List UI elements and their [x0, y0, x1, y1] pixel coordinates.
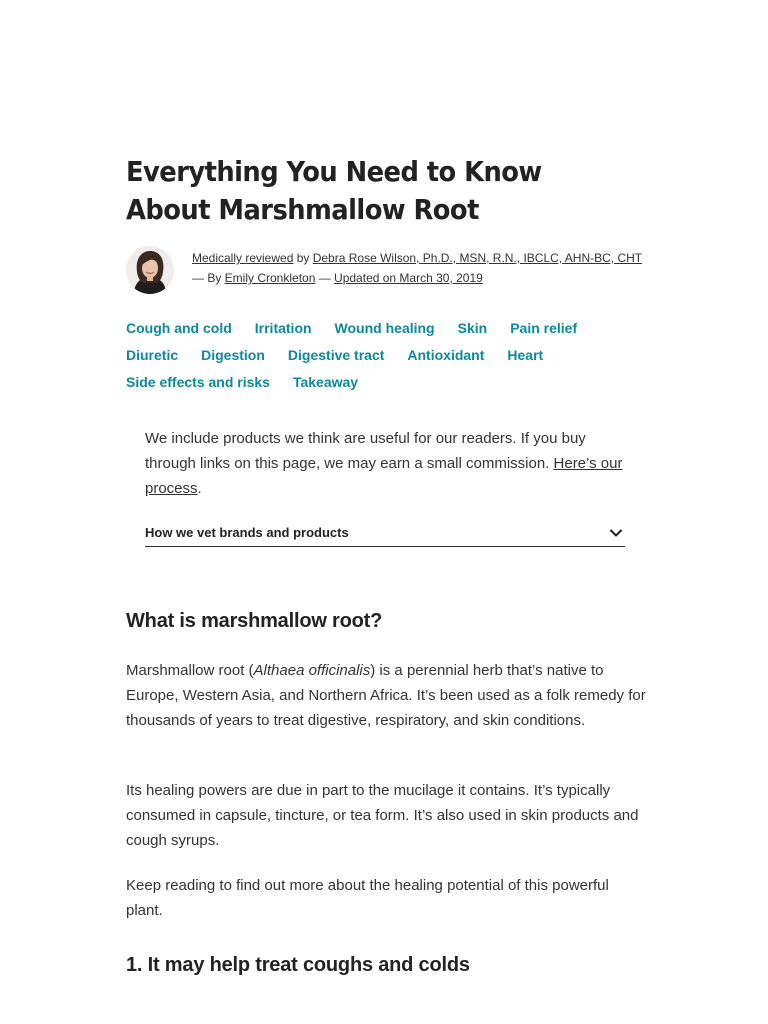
table-of-contents — [126, 314, 646, 395]
vet-brands-label: How we vet brands and products — [145, 524, 349, 540]
toc-link-side-effects[interactable]: Side effects and risks — [126, 373, 270, 390]
author-link[interactable]: Emily Cronkleton — [224, 271, 316, 285]
toc-row — [126, 341, 646, 368]
paragraph-text: Marshmallow root ( — [126, 662, 254, 679]
updated-date-link[interactable]: Updated on March 30, 2019 — [334, 271, 483, 285]
byline-separator-2: — — [315, 271, 335, 285]
toc-link-digestive-tract[interactable]: Digestive tract — [287, 346, 385, 363]
toc-link-takeaway[interactable]: Takeaway — [292, 373, 359, 390]
byline-text — [192, 248, 642, 288]
reviewer-link[interactable]: Debra Rose Wilson, Ph.D., MSN, R.N., IBCLC, AHN-BC, CHT — [312, 251, 642, 265]
toc-link-cough-and-cold[interactable]: Cough and cold — [126, 319, 232, 336]
affiliate-disclosure — [145, 426, 625, 547]
byline-separator: — By — [192, 271, 225, 285]
reviewer-avatar — [126, 246, 174, 294]
toc-row — [126, 314, 646, 341]
toc-link-digestion[interactable]: Digestion — [201, 346, 265, 363]
byline-by: by — [293, 251, 313, 265]
section-heading: 1. It may help treat coughs and colds — [126, 954, 470, 976]
disclosure-end: . — [197, 480, 202, 497]
article-title: Everything You Need to Know About Marshmallow Root — [126, 155, 542, 226]
disclosure-body: We include products we think are useful for our readers. If you buy through links on this page, we may earn a small commission. — [145, 430, 586, 472]
toc-link-skin[interactable]: Skin — [457, 319, 488, 336]
toc-link-heart[interactable]: Heart — [507, 346, 544, 363]
paragraph: Its healing powers are due in part to the mucilage it contains. It’s typically consumed in capsule, tincture, or tea form. It’s also used in skin products and cough syrups. — [126, 782, 639, 849]
paragraph-text: ) is a perennial herb that’s native to Europe, Western Asia, and Northern Africa. It’s been used as a folk remedy for thousands of years to treat digestive, respiratory, and skin conditions. — [126, 662, 646, 729]
toc-row — [126, 368, 646, 395]
reviewer-portrait-icon — [126, 246, 174, 294]
medically-reviewed-link[interactable]: Medically reviewed — [192, 251, 294, 265]
byline — [126, 244, 646, 296]
vet-brands-toggle[interactable] — [145, 518, 625, 547]
toc-link-antioxidant[interactable]: Antioxidant — [407, 346, 485, 363]
our-process-link[interactable]: Here’s our process — [145, 455, 623, 497]
scientific-name: Althaea officinalis — [253, 662, 371, 679]
disclosure-text — [145, 426, 625, 501]
section-heading: What is marshmallow root? — [126, 610, 383, 632]
toc-link-wound-healing[interactable]: Wound healing — [334, 319, 435, 336]
chevron-down-icon — [609, 526, 623, 540]
toc-link-diuretic[interactable]: Diuretic — [126, 346, 179, 363]
paragraph: Keep reading to find out more about the healing potential of this powerful plant. — [126, 877, 609, 919]
toc-link-pain-relief[interactable]: Pain relief — [510, 319, 578, 336]
toc-link-irritation[interactable]: Irritation — [254, 319, 312, 336]
paragraph — [126, 658, 646, 733]
